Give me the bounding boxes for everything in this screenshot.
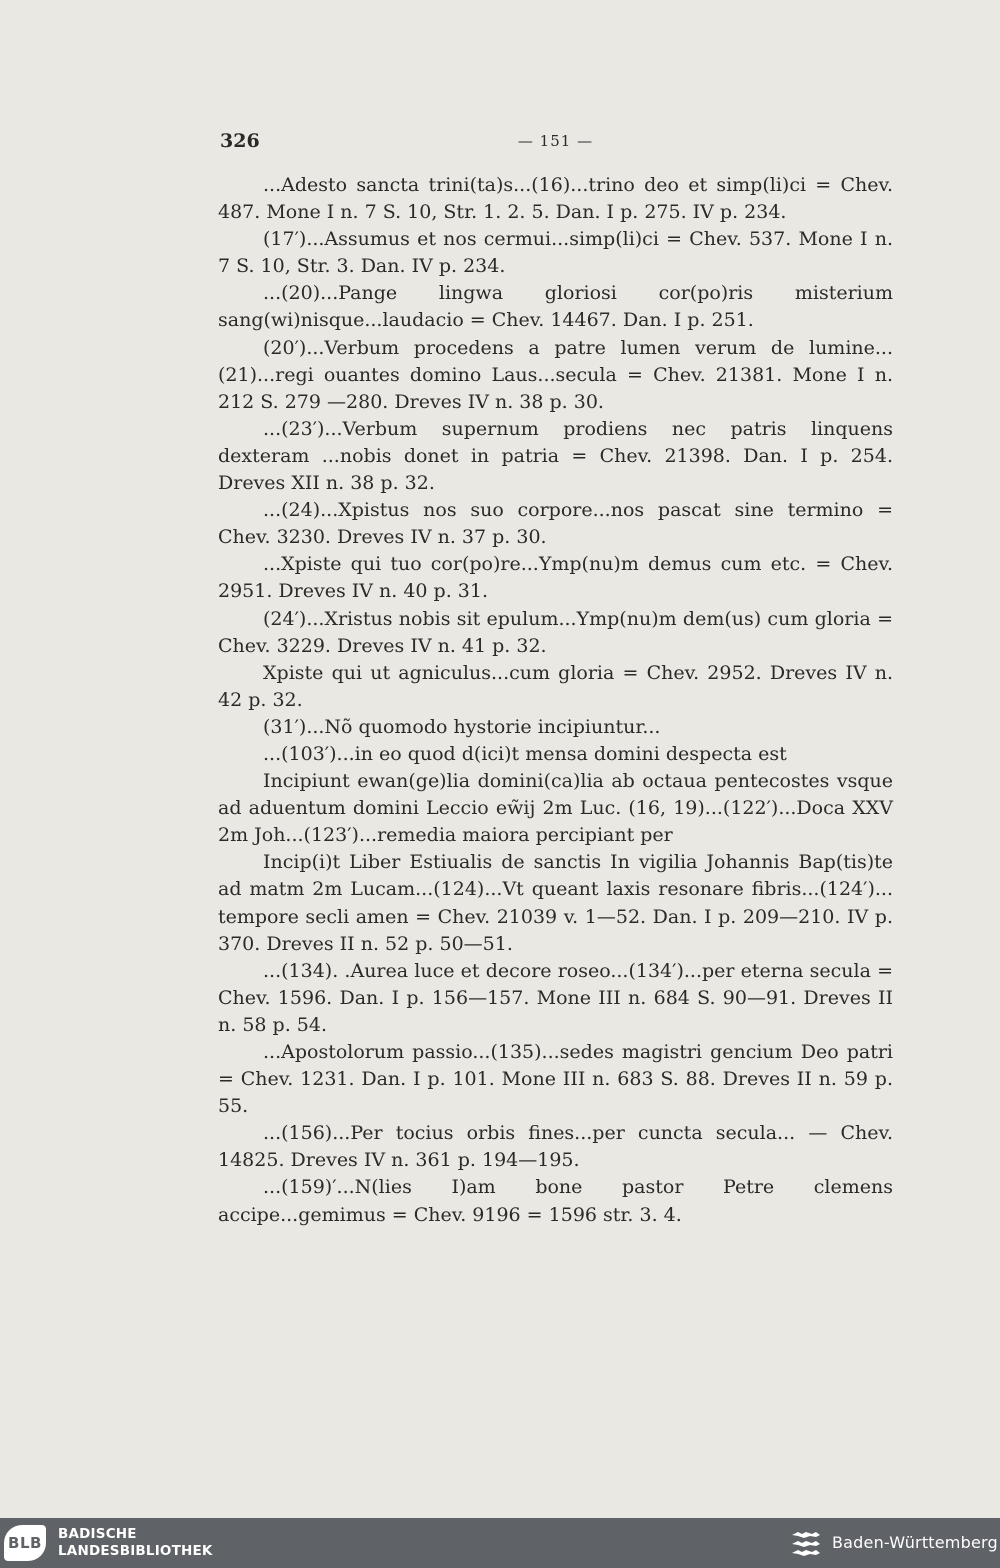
paragraph: (17′)...Assumus et nos cermui...simp(li)ci = Chev. 537. Mone I n. 7 S. 10, Str. 3. Dan. IV p. 234. — [218, 228, 893, 278]
paragraph: ...(159)′...N(lies I)am bone pastor Petre clemens accipe...gemimus = Chev. 9196 = 1596 str. 3. 4. — [218, 1176, 893, 1226]
paragraph: ...Adesto sancta trini(ta)s...(16)...trino deo et simp(li)ci = Chev. 487. Mone I n. 7 S. 10, Str. 1. 2. 5. Dan. I p. 275. IV p. 234. — [218, 174, 893, 224]
library-footer-bar — [0, 1518, 1000, 1568]
library-name-line1: BADISCHE — [58, 1526, 137, 1542]
baden-wuerttemberg-lions-icon — [790, 1529, 822, 1559]
page-number: 326 — [220, 130, 260, 152]
paragraph: ...Xpiste qui tuo cor(po)re...Ymp(nu)m demus cum etc. = Chev. 2951. Dreves IV n. 40 p. 31. — [218, 553, 893, 603]
paragraph: ...(134). .Aurea luce et decore roseo...(134′)...per eterna secula = Chev. 1596. Dan. I p. 156—157. Mone III n. 684 S. 90—91. Dreves II n. 58 p. 54. — [218, 959, 893, 1036]
paragraph: Incip(i)t Liber Estiualis de sanctis In vigilia Johannis Bap(tis)te ad matm 2m Lucam...(124)...Vt queant laxis resonare fibris...(124′)... tempore secli amen = Chev. 21039 v. 1—52. Dan. I p. 209—210. IV p. 370. Dreves II n. 52 p. 50—51. — [218, 851, 893, 955]
body-text — [218, 172, 893, 1229]
blb-logo[interactable]: BLB — [4, 1525, 46, 1561]
paragraph: ...(24)...Xpistus nos suo corpore...nos pascat sine termino = Chev. 3230. Dreves IV n. 37 p. 30. — [218, 499, 893, 549]
paragraph: ...(103′)...in eo quod d(ici)t mensa domini despecta est — [263, 742, 787, 765]
paragraph: (24′)...Xristus nobis sit epulum...Ymp(nu)m dem(us) cum gloria = Chev. 3229. Dreves IV n. 41 p. 32. — [218, 607, 893, 657]
paragraph: Xpiste qui ut agniculus...cum gloria = Chev. 2952. Dreves IV n. 42 p. 32. — [218, 661, 893, 711]
library-name-line2: LANDESBIBLIOTHEK — [58, 1543, 213, 1559]
paragraph: ...(20)...Pange lingwa gloriosi cor(po)ris misterium sang(wi)nisque...laudacio = Chev. 14467. Dan. I p. 251. — [218, 282, 893, 332]
paragraph: Incipiunt ewan(ge)lia domini(ca)lia ab octaua pentecostes vsque ad aduentum domini Leccio ew̃ij 2m Luc. (16, 19)...(122′)...Doca XXV 2m Joh...(123′)...remedia maiora percipiant per — [218, 770, 893, 847]
paragraph: ...(156)...Per tocius orbis fines...per cuncta secula... — Chev. 14825. Dreves IV n. 361 p. 194—195. — [218, 1122, 893, 1172]
paragraph: ...(23′)...Verbum supernum prodiens nec patris linquens dexteram ...nobis donet in patria = Chev. 21398. Dan. I p. 254. Dreves XII n. 38 p. 32. — [218, 417, 893, 495]
paragraph: ...Apostolorum passio...(135)...sedes magistri gencium Deo patri = Chev. 1231. Dan. I p. 101. Mone III n. 683 S. 88. Dreves II n. 59 p. 55. — [218, 1041, 893, 1118]
library-name[interactable] — [58, 1526, 213, 1560]
page-header — [218, 128, 893, 158]
running-head: — 151 — — [517, 132, 594, 150]
paragraph: (20′)...Verbum procedens a patre lumen verum de lumine...(21)...regi ouantes domino Laus...secula = Chev. 21381. Mone I n. 212 S. 279 —280. Dreves IV n. 38 p. 30. — [218, 336, 893, 413]
baden-wuerttemberg-label[interactable]: Baden-Württemberg — [832, 1533, 998, 1552]
paragraph: (31′)...Nõ quomodo hystorie incipiuntur... — [263, 715, 661, 738]
